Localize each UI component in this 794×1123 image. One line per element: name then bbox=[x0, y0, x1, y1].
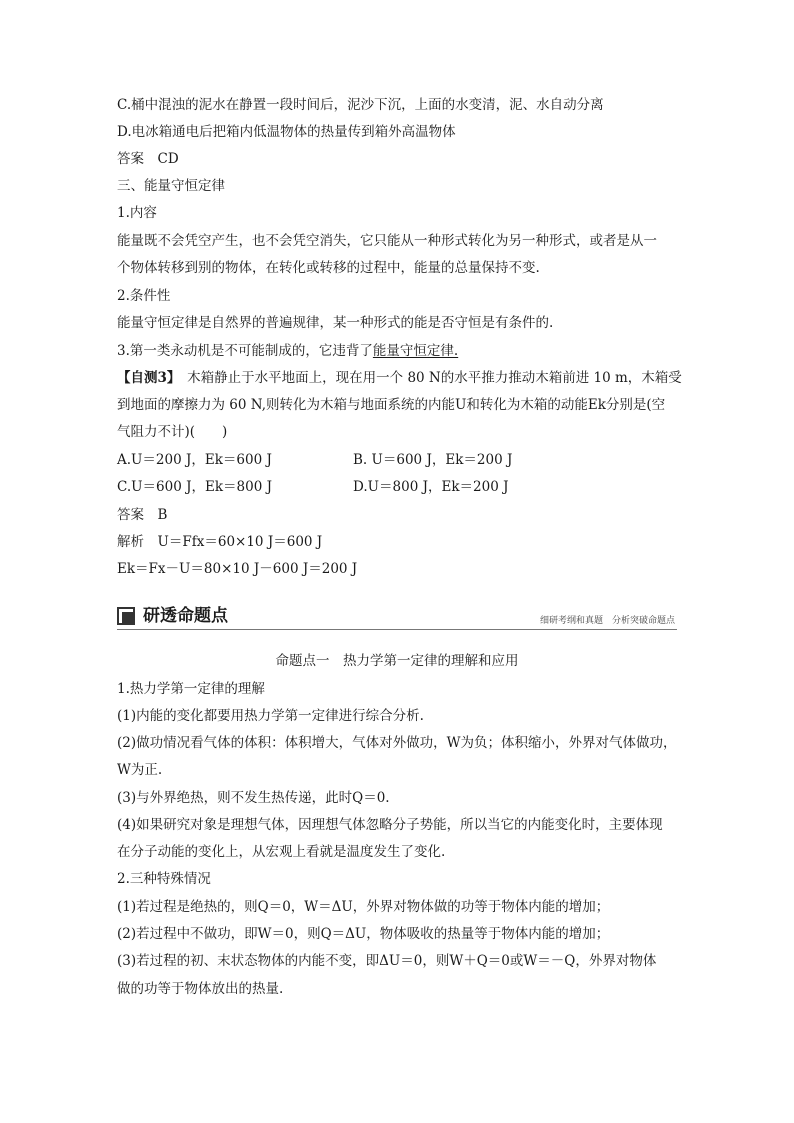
topic-item-1-1: (1)内能的变化都要用热力学第一定律进行综合分析. bbox=[117, 708, 424, 724]
question-3-line-b: 到地面的摩擦力为 60 N,则转化为木箱与地面系统的内能U和转化为木箱的动能Ek分别是(空 bbox=[117, 397, 666, 413]
section-divider bbox=[117, 629, 677, 630]
section-3-title: 三、能量守恒定律 bbox=[117, 178, 225, 194]
question-3-line-c: 气阻力不计)( ) bbox=[117, 424, 228, 440]
analysis-1: 解析 U＝Ffx＝60×10 J＝600 J bbox=[117, 534, 323, 550]
answer-1: 答案 CD bbox=[117, 151, 179, 167]
section-3-item-3 bbox=[117, 342, 677, 360]
answer-2: 答案 B bbox=[117, 507, 168, 523]
topic-title: 命题点一 热力学第一定律的理解和应用 bbox=[275, 653, 519, 669]
topic-item-1-4a: (4)如果研究对象是理想气体，因理想气体忽略分子势能，所以当它的内能变化时，主要体现 bbox=[117, 817, 663, 833]
option-b: B. U＝600 J，Ek＝200 J bbox=[353, 452, 513, 468]
topic-item-2-3a: (3)若过程的初、末状态物体的内能不变，即ΔU＝0，则W＋Q＝0或W＝－Q，外界对物体 bbox=[117, 953, 657, 969]
section-3-item-2: 2.条件性 bbox=[117, 288, 171, 304]
option-d: D.电冰箱通电后把箱内低温物体的热量传到箱外高温物体 bbox=[117, 124, 456, 140]
question-3-tag: 【自测3】 bbox=[117, 370, 174, 386]
option-c2: C.U＝600 J，Ek＝800 J bbox=[117, 479, 272, 495]
topic-item-1-4b: 在分子动能的变化上，从宏观上看就是温度发生了变化. bbox=[117, 844, 446, 860]
option-c: C.桶中混浊的泥水在静置一段时间后，泥沙下沉，上面的水变清，泥、水自动分离 bbox=[117, 97, 604, 113]
topic-item-2-1: (1)若过程是绝热的，则Q＝0，W＝ΔU，外界对物体做的功等于物体内能的增加； bbox=[117, 899, 610, 915]
topic-item-1-2a: (2)做功情况看气体的体积：体积增大，气体对外做功，W为负；体积缩小，外界对气体做功， bbox=[117, 735, 677, 751]
topic-item-1-3: (3)与外界绝热，则不发生热传递，此时Q＝0. bbox=[117, 790, 390, 806]
section-3-item-1: 1.内容 bbox=[117, 205, 157, 221]
topic-item-2-3b: 做的功等于物体放出的热量. bbox=[117, 981, 284, 997]
section-3-item-1-text-b: 个物体转移到别的物体，在转化或转移的过程中，能量的总量保持不变. bbox=[117, 260, 540, 276]
section-3-item-3-prefix: 3.第一类永动机是不可能制成的，它违背了 bbox=[117, 343, 373, 359]
analysis-2: Ek＝Fx－U＝80×10 J－600 J＝200 J bbox=[117, 561, 358, 577]
topic-item-2-2: (2)若过程中不做功，即W＝0，则Q＝ΔU，物体吸收的热量等于物体内能的增加； bbox=[117, 926, 610, 942]
question-3-text-a: 木箱静止于水平地面上，现在用一个 80 N的水平推力推动木箱前进 10 m，木箱受 bbox=[173, 370, 682, 386]
section-3-item-3-underline: 能量守恒定律. bbox=[372, 343, 459, 359]
section-title: 研透命题点 bbox=[143, 606, 228, 626]
topic-item-1-2b: W为正. bbox=[117, 762, 163, 778]
section-square-icon bbox=[117, 607, 135, 625]
section-3-item-1-text-a: 能量既不会凭空产生，也不会凭空消失，它只能从一种形式转化为另一种形式，或者是从一 bbox=[117, 233, 657, 249]
section-subtitle: 细研考纲和真题 分析突破命题点 bbox=[539, 616, 675, 626]
topic-item-1: 1.热力学第一定律的理解 bbox=[117, 681, 265, 697]
topic-item-2: 2.三种特殊情况 bbox=[117, 871, 211, 887]
section-3-item-2-text: 能量守恒定律是自然界的普遍规律，某一种形式的能是否守恒是有条件的. bbox=[117, 315, 554, 331]
option-d2: D.U＝800 J，Ek＝200 J bbox=[353, 479, 509, 495]
question-3-line-a bbox=[117, 369, 682, 387]
option-a: A.U＝200 J，Ek＝600 J bbox=[117, 452, 272, 468]
section-header bbox=[117, 605, 677, 629]
